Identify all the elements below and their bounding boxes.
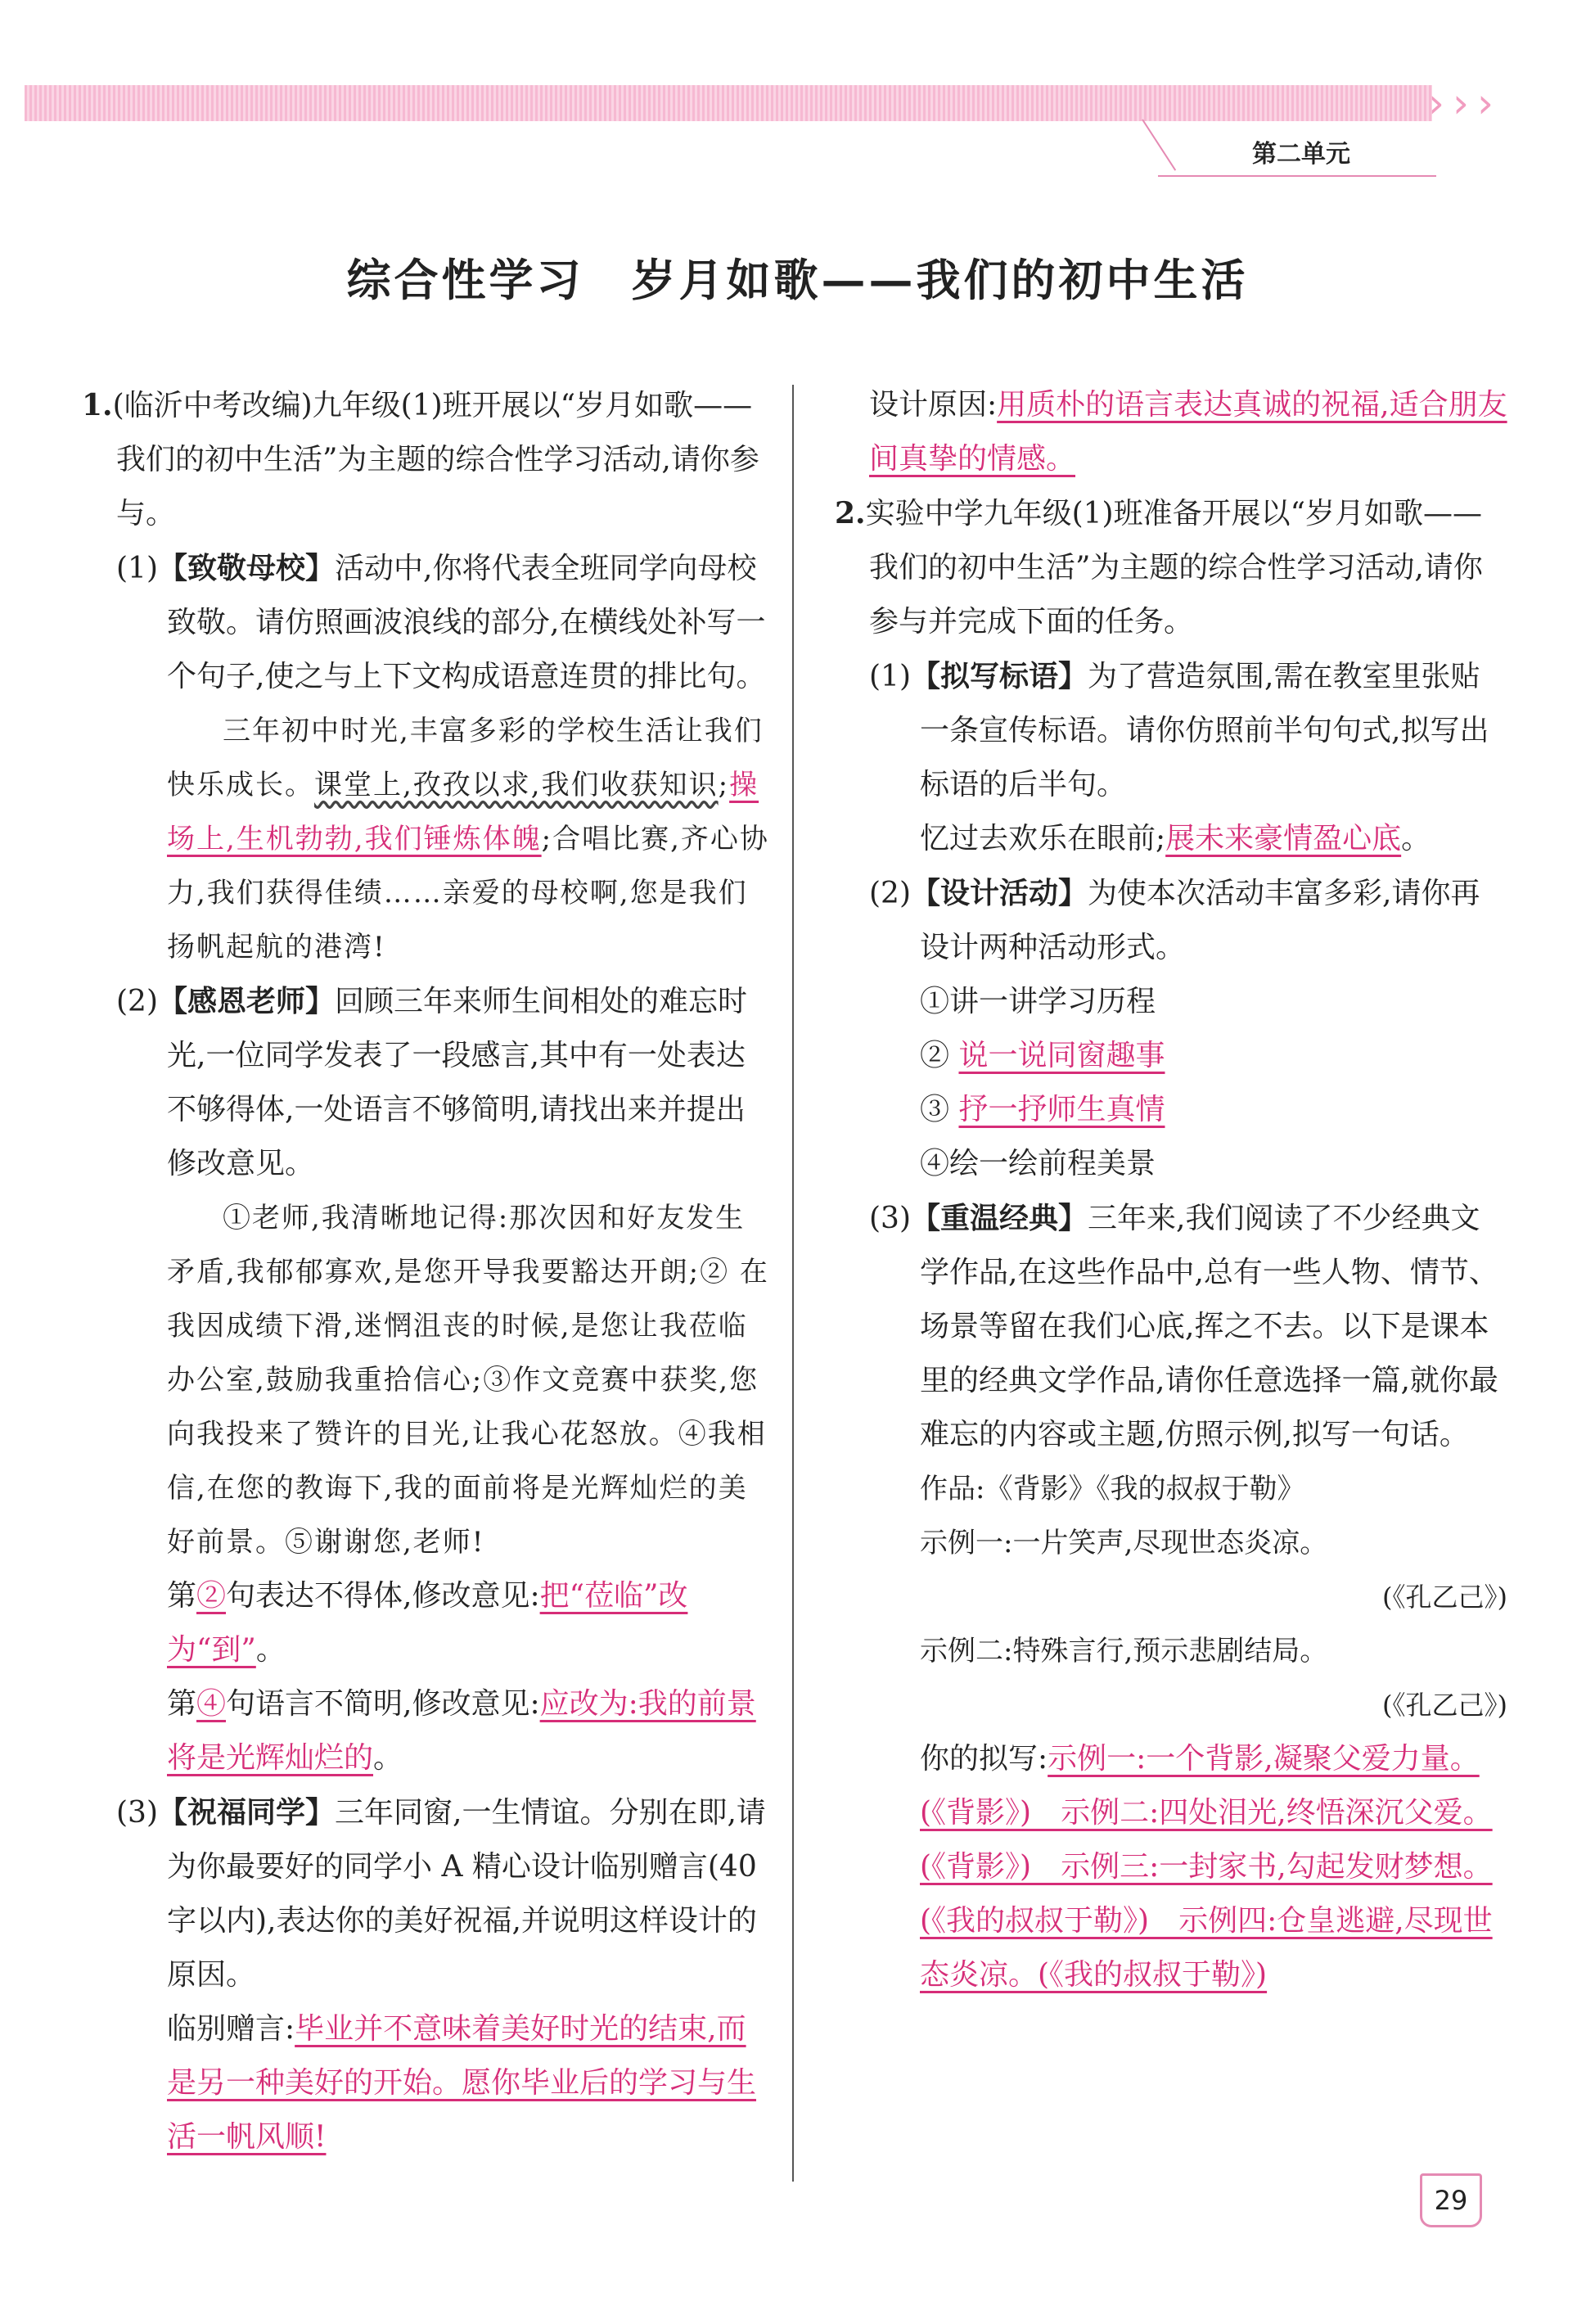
chevron-right-icon: › xyxy=(1453,79,1469,127)
q2-example1-source: (《孔乙己》) xyxy=(1382,1582,1507,1613)
list-item: ①讲一讲学习历程 xyxy=(920,985,1156,1018)
answer-text: 用质朴的语言表达真诚的祝福,适合朋友间真挚的情感。 xyxy=(869,388,1507,476)
answer-text: 操场上,生机勃勃,我们锤炼体魄 xyxy=(167,769,759,855)
list-item: ② 说一说同窗趣事 xyxy=(920,1039,1165,1072)
page-title: 综合性学习 岁月如歌——我们的初中生活 xyxy=(346,254,1249,306)
q2-example1: 示例一:一片笑声,尽现世态炎凉。 xyxy=(920,1527,1328,1559)
q2-stem: 2.实验中学九年级(1)班准备开展以“岁月如歌——我们的初中生活”为主题的综合性学习活动,请你参与并完成下面的任务。 xyxy=(835,496,1483,639)
answer-text: 把“莅临”改为“到” xyxy=(167,1579,688,1667)
q2-example2: 示例二:特殊言行,预示悲剧结局。 xyxy=(920,1635,1328,1667)
answer-text: 说一说同窗趣事 xyxy=(958,1039,1165,1072)
answer-text: 毕业并不意味着美好时光的结束,而是另一种美好的开始。愿你毕业后的学习与生活一帆风顺! xyxy=(167,2012,757,2154)
list-item: ④绘一绘前程美景 xyxy=(920,1147,1156,1180)
q2-part1: (1)【拟写标语】为了营造氛围,需在教室里张贴一条宣传标语。请你仿照前半句句式,拟写出标语的后半句。 xyxy=(869,659,1489,801)
right-column xyxy=(835,378,1507,2002)
q1-part2-passage: ①老师,我清晰地记得:那次因和好友发生矛盾,我郁郁寡欢,是您开导我要豁达开朗;② 在我因成绩下滑,迷惘沮丧的时候,是您让我莅临办公室,鼓励我重拾信心;③作文竞赛中获奖,您向我投来了赞许的目光,让我心花怒放。④我相信,在您的教诲下,我的面前将是光辉灿烂的美好前景。⑤谢谢您,老师! xyxy=(167,1202,769,1559)
answer-text: 展未来豪情盈心底 xyxy=(1165,822,1402,855)
page-number: 29 xyxy=(1420,2173,1482,2227)
q2-part1-answer: 忆过去欢乐在眼前;展未来豪情盈心底。 xyxy=(920,822,1431,855)
column-divider xyxy=(792,385,794,2182)
chevron-right-icon: › xyxy=(1428,79,1444,127)
wavy-underlined-text: 课堂上,孜孜以求,我们收获知识 xyxy=(314,769,719,801)
q1-part3-gift: 临别赠言:毕业并不意味着美好时光的结束,而是另一种美好的开始。愿你毕业后的学习与生活一帆风顺! xyxy=(167,2012,757,2154)
header-band xyxy=(25,85,1432,121)
q1-part3: (3)【祝福同学】三年同窗,一生情谊。分别在即,请为你最要好的同学小 A 精心设计临别赠言(40 字以内),表达你的美好祝福,并说明这样设计的原因。 xyxy=(116,1795,766,1992)
q2-example2-source: (《孔乙己》) xyxy=(1382,1690,1507,1721)
q1-stem: 1.(临沂中考改编)九年级(1)班开展以“岁月如歌——我们的初中生活”为主题的综合性学习活动,请你参与。 xyxy=(82,388,759,530)
q1-part2: (2)【感恩老师】回顾三年来师生间相处的难忘时光,一位同学发表了一段感言,其中有一处表达不够得体,一处语言不够简明,请找出来并提出修改意见。 xyxy=(116,984,748,1180)
answer-text: 应改为:我的前景将是光辉灿烂的 xyxy=(167,1687,756,1775)
answer-text: 抒一抒师生真情 xyxy=(958,1093,1165,1126)
list-item: ③ 抒一抒师生真情 xyxy=(920,1093,1165,1126)
q2-part3: (3)【重温经典】三年来,我们阅读了不少经典文学作品,在这些作品中,总有一些人物、情节、场景等留在我们心底,挥之不去。以下是课本里的经典文学作品,请你任意选择一篇,就你最难忘的内容或主题,仿照示例,拟写一句话。 xyxy=(869,1201,1498,1451)
q1-part2-answer2: 第④句语言不简明,修改意见:应改为:我的前景将是光辉灿烂的。 xyxy=(167,1687,756,1775)
answer-text: 示例一:一个背影,凝聚父爱力量。(《背影》) 示例二:四处泪光,终悟深沉父爱。(《背影》) 示例三:一封家书,勾起发财梦想。(《我的叔叔于勒》) 示例四:仓皇逃避,尽现世态炎凉。(《我的叔叔于勒》) xyxy=(920,1742,1493,1992)
q1-part1: (1)【致敬母校】活动中,你将代表全班同学向母校致敬。请仿照画波浪线的部分,在横线处补写一个句子,使之与上下文构成语意连贯的排比句。 xyxy=(116,551,766,693)
q2-works: 作品:《背影》《我的叔叔于勒》 xyxy=(920,1473,1305,1505)
chevron-right-icon: › xyxy=(1477,79,1494,127)
q1-part2-answer1: 第②句表达不得体,修改意见:把“莅临”改为“到”。 xyxy=(167,1579,688,1667)
q1-part1-passage: 三年初中时光,丰富多彩的学校生活让我们快乐成长。课堂上,孜孜以求,我们收获知识;操场上,生机勃勃,我们锤炼体魄;合唱比赛,齐心协力,我们获得佳绩……亲爱的母校啊,您是我们扬帆起航的港湾! xyxy=(167,715,769,963)
q2-your-answer: 你的拟写:示例一:一个背影,凝聚父爱力量。(《背影》) 示例二:四处泪光,终悟深沉父爱。(《背影》) 示例三:一封家书,勾起发财梦想。(《我的叔叔于勒》) 示例四:仓皇逃避,尽现世态炎凉。(《我的叔叔于勒》) xyxy=(920,1742,1493,1992)
left-column xyxy=(82,378,771,2164)
unit-label: 第二单元 xyxy=(1252,140,1350,169)
q2-part2: (2)【设计活动】为使本次活动丰富多彩,请你再设计两种活动形式。 xyxy=(869,876,1480,964)
q1-part3-reason: 设计原因:用质朴的语言表达真诚的祝福,适合朋友间真挚的情感。 xyxy=(869,388,1507,476)
